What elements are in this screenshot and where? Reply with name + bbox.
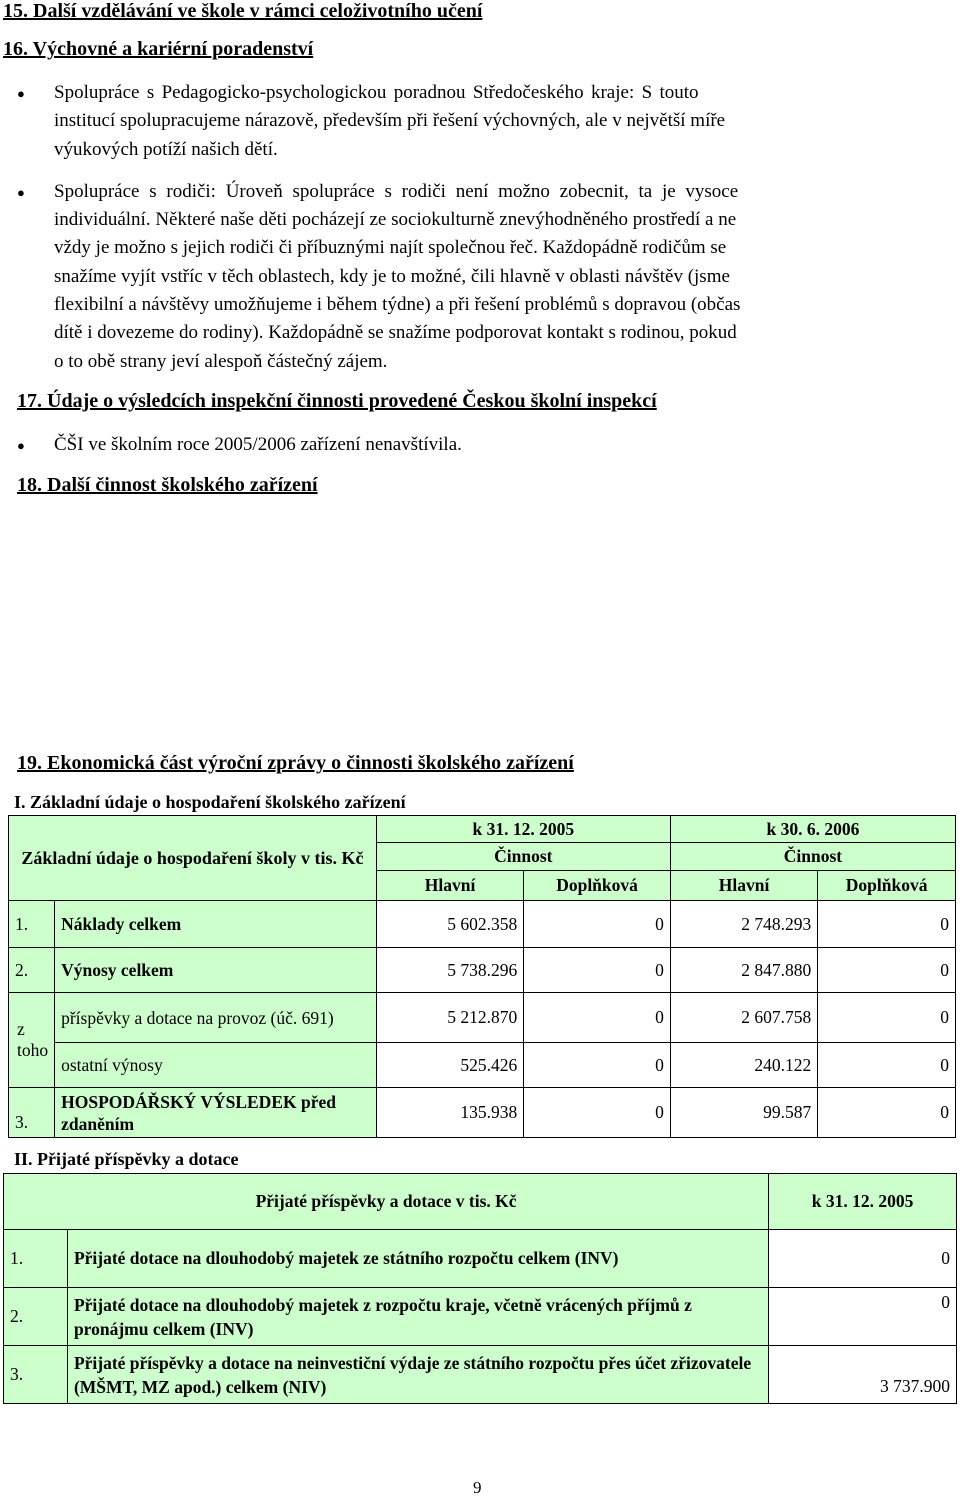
- cell-value: 0: [524, 1043, 671, 1088]
- cell-value: 2 847.880: [670, 948, 817, 993]
- activity-header: Činnost: [670, 843, 955, 871]
- row-label: Výnosy celkem: [55, 948, 377, 993]
- row-number: 3.: [4, 1346, 68, 1404]
- bullet-3-icon: ●: [17, 438, 25, 453]
- bullet-1-line: institucí spolupracujeme nárazově, především při řešení výchovných, ale v největší míře: [54, 110, 726, 131]
- bullet-2-line: Spolupráce s rodiči: Úroveň spolupráce s rodiči není možno zobecnit, ta je vysoce: [54, 181, 739, 202]
- cell-value: 0: [818, 901, 956, 948]
- cell-value: 0: [769, 1230, 957, 1288]
- cell-value: 5 212.870: [376, 993, 523, 1043]
- cell-value: 240.122: [670, 1043, 817, 1088]
- bullet-3-text: ČŠI ve školním roce 2005/2006 zařízení nenavštívila.: [54, 434, 462, 455]
- cell-value: 0: [769, 1288, 957, 1346]
- cell-value: 0: [524, 948, 671, 993]
- cell-value: 0: [818, 1088, 956, 1138]
- row-label: Přijaté dotace na dlouhodobý majetek z rozpočtu kraje, včetně vrácených příjmů z pronájmu celkem (INV): [67, 1288, 768, 1346]
- bullet-2-line: vždy je možno s jejich rodiči či příbuznými najít společnou řeč. Každopádně rodičům se: [54, 237, 727, 258]
- cell-value: 0: [818, 948, 956, 993]
- cell-value: 2 607.758: [670, 993, 817, 1043]
- heading-18: 18. Další činnost školského zařízení: [17, 474, 318, 496]
- bullet-2-line: flexibilní a návštěvy umožňujeme i během týdne) a při řešení problémů s dopravou (občas: [54, 294, 741, 315]
- row-label: příspěvky a dotace na provoz (úč. 691): [55, 993, 377, 1043]
- bullet-2-line: individuální. Některé naše děti pocházejí ze sociokulturně znevýhodněného prostředí a ne: [54, 209, 737, 230]
- cell-value: 2 748.293: [670, 901, 817, 948]
- activity-header: Činnost: [376, 843, 670, 871]
- row-number: 2.: [9, 948, 55, 993]
- row-label: Náklady celkem: [55, 901, 377, 948]
- cell-value: 0: [818, 993, 956, 1043]
- table1-caption: I. Základní údaje o hospodaření školského zařízení: [14, 792, 406, 812]
- table2-header-date: k 31. 12. 2005: [769, 1174, 957, 1230]
- heading-17: 17. Údaje o výsledcích inspekční činnosti provedené Českou školní inspekcí: [17, 390, 657, 412]
- col-additional: Doplňková: [524, 871, 671, 901]
- cell-value: 525.426: [376, 1043, 523, 1088]
- cell-value: 99.587: [670, 1088, 817, 1138]
- col-main: Hlavní: [376, 871, 523, 901]
- table2-caption: II. Přijaté příspěvky a dotace: [14, 1149, 239, 1169]
- bullet-2-line: snažíme vyjít vstříc v těch oblastech, kdy je to možné, čili hlavně v oblasti návštěv (jsme: [54, 266, 730, 287]
- col-main: Hlavní: [670, 871, 817, 901]
- heading-15: 15. Další vzdělávání ve škole v rámci celoživotního učení: [3, 0, 483, 22]
- bullet-2-line: o to obě strany jeví alespoň částečný zájem.: [54, 351, 388, 372]
- economic-table: [8, 815, 956, 1138]
- row-number: 1.: [4, 1230, 68, 1288]
- row-number: 3.: [9, 1088, 55, 1138]
- cell-value: 0: [524, 901, 671, 948]
- cell-value: 135.938: [376, 1088, 523, 1138]
- row-label: Přijaté příspěvky a dotace na neinvestiční výdaje ze státního rozpočtu přes účet zřizovatele (MŠMT, MZ apod.) celkem (NIV): [67, 1346, 768, 1404]
- bullet-1-icon: ●: [17, 86, 25, 101]
- period-2: k 30. 6. 2006: [670, 816, 955, 843]
- col-additional: Doplňková: [818, 871, 956, 901]
- row-label: Přijaté dotace na dlouhodobý majetek ze státního rozpočtu celkem (INV): [67, 1230, 768, 1288]
- bullet-2-icon: ●: [17, 185, 25, 200]
- cell-value: 0: [524, 1088, 671, 1138]
- row-label: HOSPODÁŘSKÝ VÝSLEDEK před zdaněním: [55, 1088, 377, 1138]
- bullet-1-line: výukových potíží našich dětí.: [54, 139, 278, 160]
- heading-16: 16. Výchovné a kariérní poradenství: [3, 38, 314, 60]
- cell-value: 5 602.358: [376, 901, 523, 948]
- bullet-1-line: Spolupráce s Pedagogicko-psychologickou poradnou Středočeského kraje: S touto: [54, 82, 699, 103]
- row-label: ostatní výnosy: [55, 1043, 377, 1088]
- of-which-text: z toho: [17, 1019, 49, 1060]
- table2-header-label: Přijaté příspěvky a dotace v tis. Kč: [4, 1174, 769, 1230]
- page-number: 9: [473, 1478, 482, 1497]
- of-which-label: [9, 993, 55, 1088]
- table1-header-label: Základní údaje o hospodaření školy v tis. Kč: [9, 816, 377, 901]
- cell-value: 5 738.296: [376, 948, 523, 993]
- grants-table: [3, 1173, 957, 1404]
- bullet-2-line: dítě i dovezeme do rodiny). Každopádně se snažíme podporovat kontakt s rodinou, pokud: [54, 322, 737, 343]
- row-number: 2.: [4, 1288, 68, 1346]
- cell-value: 0: [524, 993, 671, 1043]
- cell-value: 3 737.900: [769, 1346, 957, 1404]
- heading-19: 19. Ekonomická část výroční zprávy o činnosti školského zařízení: [17, 752, 574, 774]
- period-1: k 31. 12. 2005: [376, 816, 670, 843]
- row-number: 1.: [9, 901, 55, 948]
- cell-value: 0: [818, 1043, 956, 1088]
